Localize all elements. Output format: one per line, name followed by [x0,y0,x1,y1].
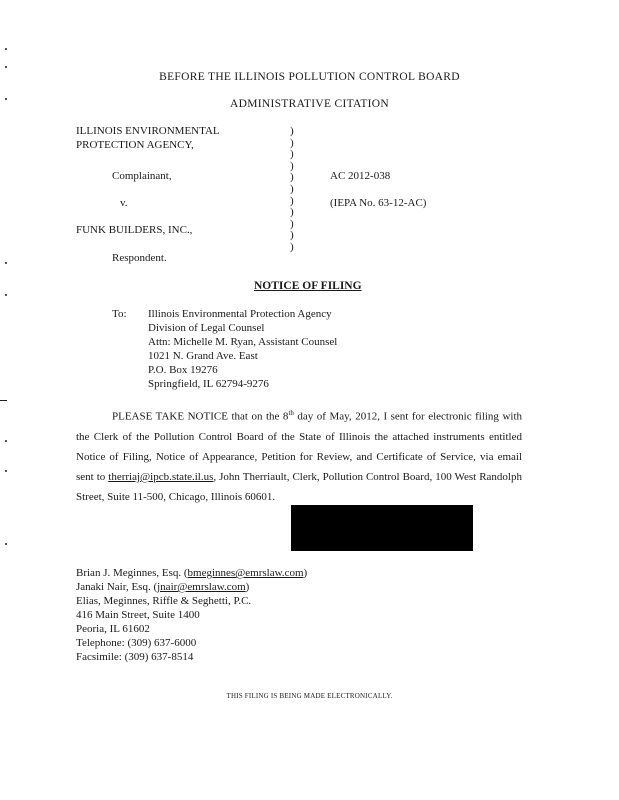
scan-mark [5,262,7,264]
attorney-2-line: Janaki Nair, Esq. (jnair@emrslaw.com) [76,581,250,593]
firm-facsimile: Facsimile: (309) 637-8514 [76,651,194,663]
respondent-label: Respondent. [112,252,167,264]
notice-title: NOTICE OF FILING [254,280,362,292]
respondent-name: FUNK BUILDERS, INC., [76,224,193,236]
to-label: To: [112,308,127,320]
notice-paragraph: PLEASE TAKE NOTICE that on the 8th day of May, 2012, I sent for electronic filing with the Clerk of the Pollution Control Board of the State of Illinois the attached instruments entitled Notice of Filing, Notice of Appearance, Petition for Review, and Certificate of Service, via email sent to therriaj@ipcb.state.il.us, John Therriault, Clerk, Pollution Control Board, 100 West Randolph Street, Suite 11-500, Chicago, Illinois 60601. [76,409,522,503]
attorney-1-line: Brian J. Meginnes, Esq. (bmeginnes@emrslaw.com) [76,567,308,579]
document-type-heading: ADMINISTRATIVE CITATION [230,98,389,110]
attorney-1-email-link[interactable]: bmeginnes@emrslaw.com [187,567,304,579]
scan-mark [0,400,7,401]
scan-mark [5,440,7,442]
attorney-2-email-link[interactable]: jnair@emrslaw.com [157,581,246,593]
scan-mark [5,48,7,50]
clerk-email-link[interactable]: therriaj@ipcb.state.il.us [108,470,214,483]
board-heading: BEFORE THE ILLINOIS POLLUTION CONTROL BOARD [159,71,460,83]
redacted-signature [291,505,473,551]
complainant-name-line-1: ILLINOIS ENVIRONMENTAL [76,125,220,137]
scan-mark [5,294,7,296]
electronic-filing-footer: THIS FILING IS BEING MADE ELECTRONICALLY. [226,692,393,700]
iepa-number: (IEPA No. 63-12-AC) [330,197,427,209]
firm-street: 416 Main Street, Suite 1400 [76,609,200,621]
complainant-label: Complainant, [112,170,172,182]
ordinal-suffix: th [288,409,294,417]
scan-mark [5,470,7,472]
firm-city: Peoria, IL 61602 [76,623,150,635]
addressee-line: Illinois Environmental Protection Agency [148,308,332,320]
complainant-name-line-2: PROTECTION AGENCY, [76,139,194,151]
versus: v. [120,197,128,209]
law-firm-name: Elias, Meginnes, Riffle & Seghetti, P.C. [76,595,252,607]
firm-telephone: Telephone: (309) 637-6000 [76,637,197,649]
addressee-line: Attn: Michelle M. Ryan, Assistant Counsel [148,336,338,348]
scan-mark [5,543,7,545]
addressee-line: P.O. Box 19276 [148,364,218,376]
caption-divider: ) ) ) ) ) ) ) ) ) ) ) [290,125,294,253]
addressee-line: 1021 N. Grand Ave. East [148,350,258,362]
scan-mark [5,66,7,68]
case-number: AC 2012-038 [330,170,391,182]
addressee-line: Springfield, IL 62794-9276 [148,378,269,390]
addressee-line: Division of Legal Counsel [148,322,265,334]
